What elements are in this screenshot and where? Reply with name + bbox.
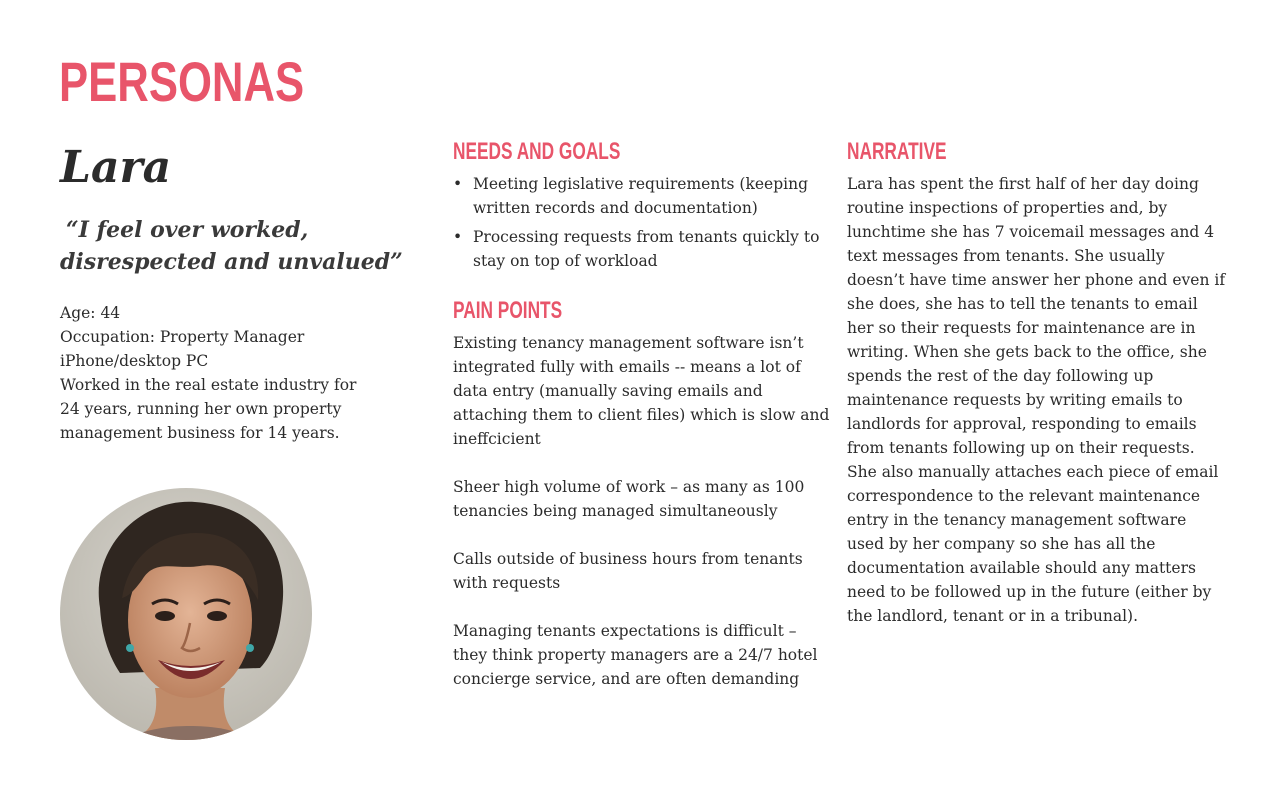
persona-profile [60,138,420,445]
narrative-column [847,138,1227,628]
needs-goals-list [453,172,833,273]
pain-points-heading: PAIN POINTS [453,297,563,324]
persona-name: Lara [60,142,172,193]
needs-and-pain-column [453,138,833,691]
narrative-heading: NARRATIVE [847,138,947,165]
list-item: • Processing requests from tenants quickly to stay on top of workload [453,225,833,273]
pain-point-item: Sheer high volume of work – as many as 100 tenancies being managed simultaneously [453,478,805,520]
pain-points-section [453,297,833,691]
pain-point-item: Managing tenants expectations is difficult – they think property managers are a 24/7 hotel concierge service, and are often demanding [453,622,818,688]
list-item: • Meeting legislative requirements (keeping written records and documentation) [453,172,833,220]
narrative-text: Lara has spent the first half of her day doing routine inspections of properties and, by lunchtime she has 7 voicemail messages and 4 text messages from tenants. She usually doesn’t have time answer her phone and even if she does, she has to tell the tenants to email her so their requests for maintenance are in writing. When she gets back to the office, she spends the rest of the day following up maintenance requests by writing emails to landlords for approval, responding to emails from tenants following up on their requests. She also manually attaches each piece of email correspondence to the relevant maintenance entry in the tenancy management software used by her company so she has all the documentation available should any matters need to be followed up in the future (either by the landlord, tenant or in a tribunal). [847,175,1226,625]
avatar [60,488,312,740]
persona-age: Age: 44 [60,304,121,322]
persona-quote-line-1: “I feel over worked, [66,217,309,243]
pain-point-item: Calls outside of business hours from tenants with requests [453,550,803,592]
needs-goals-heading: NEEDS AND GOALS [453,138,621,165]
page-title: PERSONAS [59,50,305,113]
persona-devices: iPhone/desktop PC [60,352,209,370]
persona-photo [60,488,312,740]
persona-details [60,301,420,445]
persona-quote-line-2: disrespected and unvalued” [60,249,403,275]
persona-experience: Worked in the real estate industry for 24 years, running her own property management business for 14 years. [60,376,357,442]
pain-point-item: Existing tenancy management software isn’t integrated fully with emails -- means a lot of data entry (manually saving emails and attaching them to client files) which is slow and ineffcicient [453,334,830,448]
persona-occupation: Occupation: Property Manager [60,328,305,346]
persona-quote [60,214,420,278]
